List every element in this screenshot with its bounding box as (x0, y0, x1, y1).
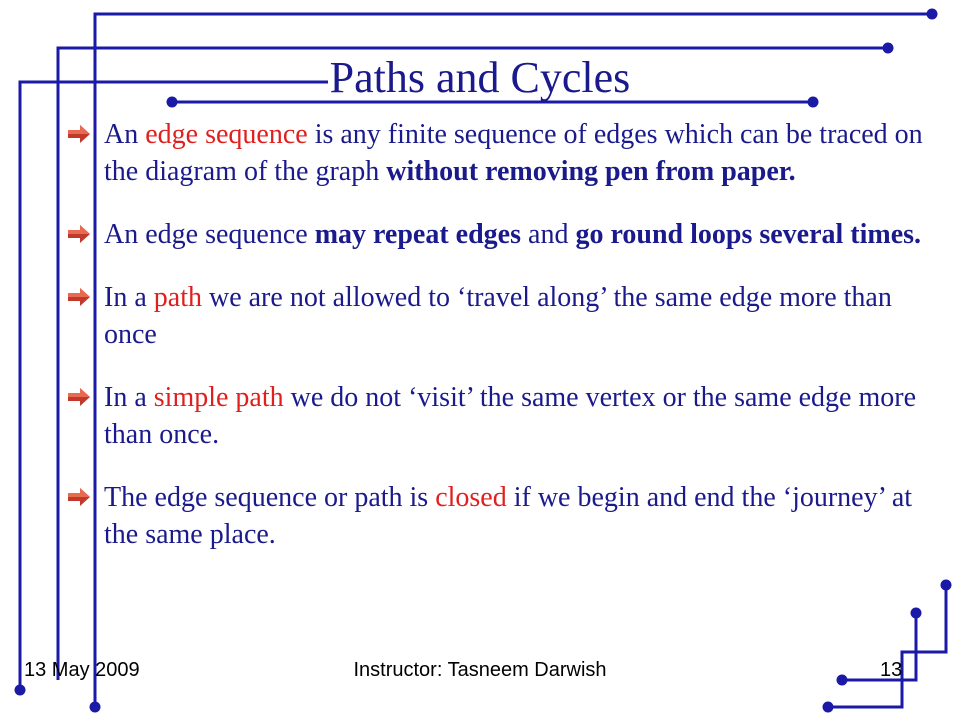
arrow-bullet-icon (66, 487, 92, 507)
bullet-list (60, 116, 950, 579)
deco-dot (911, 608, 922, 619)
text-segment: An edge sequence (104, 219, 315, 250)
arrow-bullet-icon (66, 224, 92, 244)
deco-dot (823, 702, 834, 713)
deco-dot (15, 685, 26, 696)
bullet-text (104, 216, 950, 253)
text-segment: we are not allowed to ‘travel along’ the same edge more than once (104, 282, 892, 350)
bold-text: go round loops several times. (575, 219, 922, 250)
highlight-term: path (153, 282, 202, 313)
footer-instructor: Instructor: Tasneem Darwish (353, 659, 607, 681)
bold-text: may repeat edges (314, 219, 522, 250)
bullet-item (60, 216, 950, 253)
deco-line-bottom-1 (828, 585, 946, 707)
text-segment: and (521, 219, 576, 250)
text-segment: In a (104, 282, 154, 313)
text-segment: An (104, 119, 146, 150)
bullet-text (104, 116, 950, 190)
bullet-text (104, 279, 950, 353)
text-segment: is any finite sequence of edges which can be traced on the diagram of the graph (104, 119, 923, 187)
bullet-item (60, 279, 950, 353)
footer-date: 13 May 2009 (24, 659, 140, 681)
deco-dot (941, 580, 952, 591)
bullet-item (60, 379, 950, 453)
highlight-term: simple path (153, 382, 284, 413)
bullet-item (60, 479, 950, 553)
bullet-text (104, 479, 950, 553)
bullet-text (104, 379, 950, 453)
text-segment: In a (104, 382, 154, 413)
deco-dot (927, 9, 938, 20)
bold-text: without removing pen from paper. (386, 156, 796, 187)
highlight-term: closed (435, 482, 507, 513)
bullet-item (60, 116, 950, 190)
arrow-bullet-icon (66, 287, 92, 307)
arrow-bullet-icon (66, 124, 92, 144)
text-segment: we do not ‘visit’ the same vertex or the same edge more than once. (104, 382, 917, 450)
highlight-term: edge sequence (145, 119, 308, 150)
text-segment: The edge sequence or path is (104, 482, 436, 513)
slide-title: Paths and Cycles (329, 53, 631, 102)
deco-dot (90, 702, 101, 713)
page-number: 13 (880, 659, 903, 681)
text-segment: if we begin and end the ‘journey’ at the same place. (104, 482, 913, 550)
arrow-bullet-icon (66, 387, 92, 407)
